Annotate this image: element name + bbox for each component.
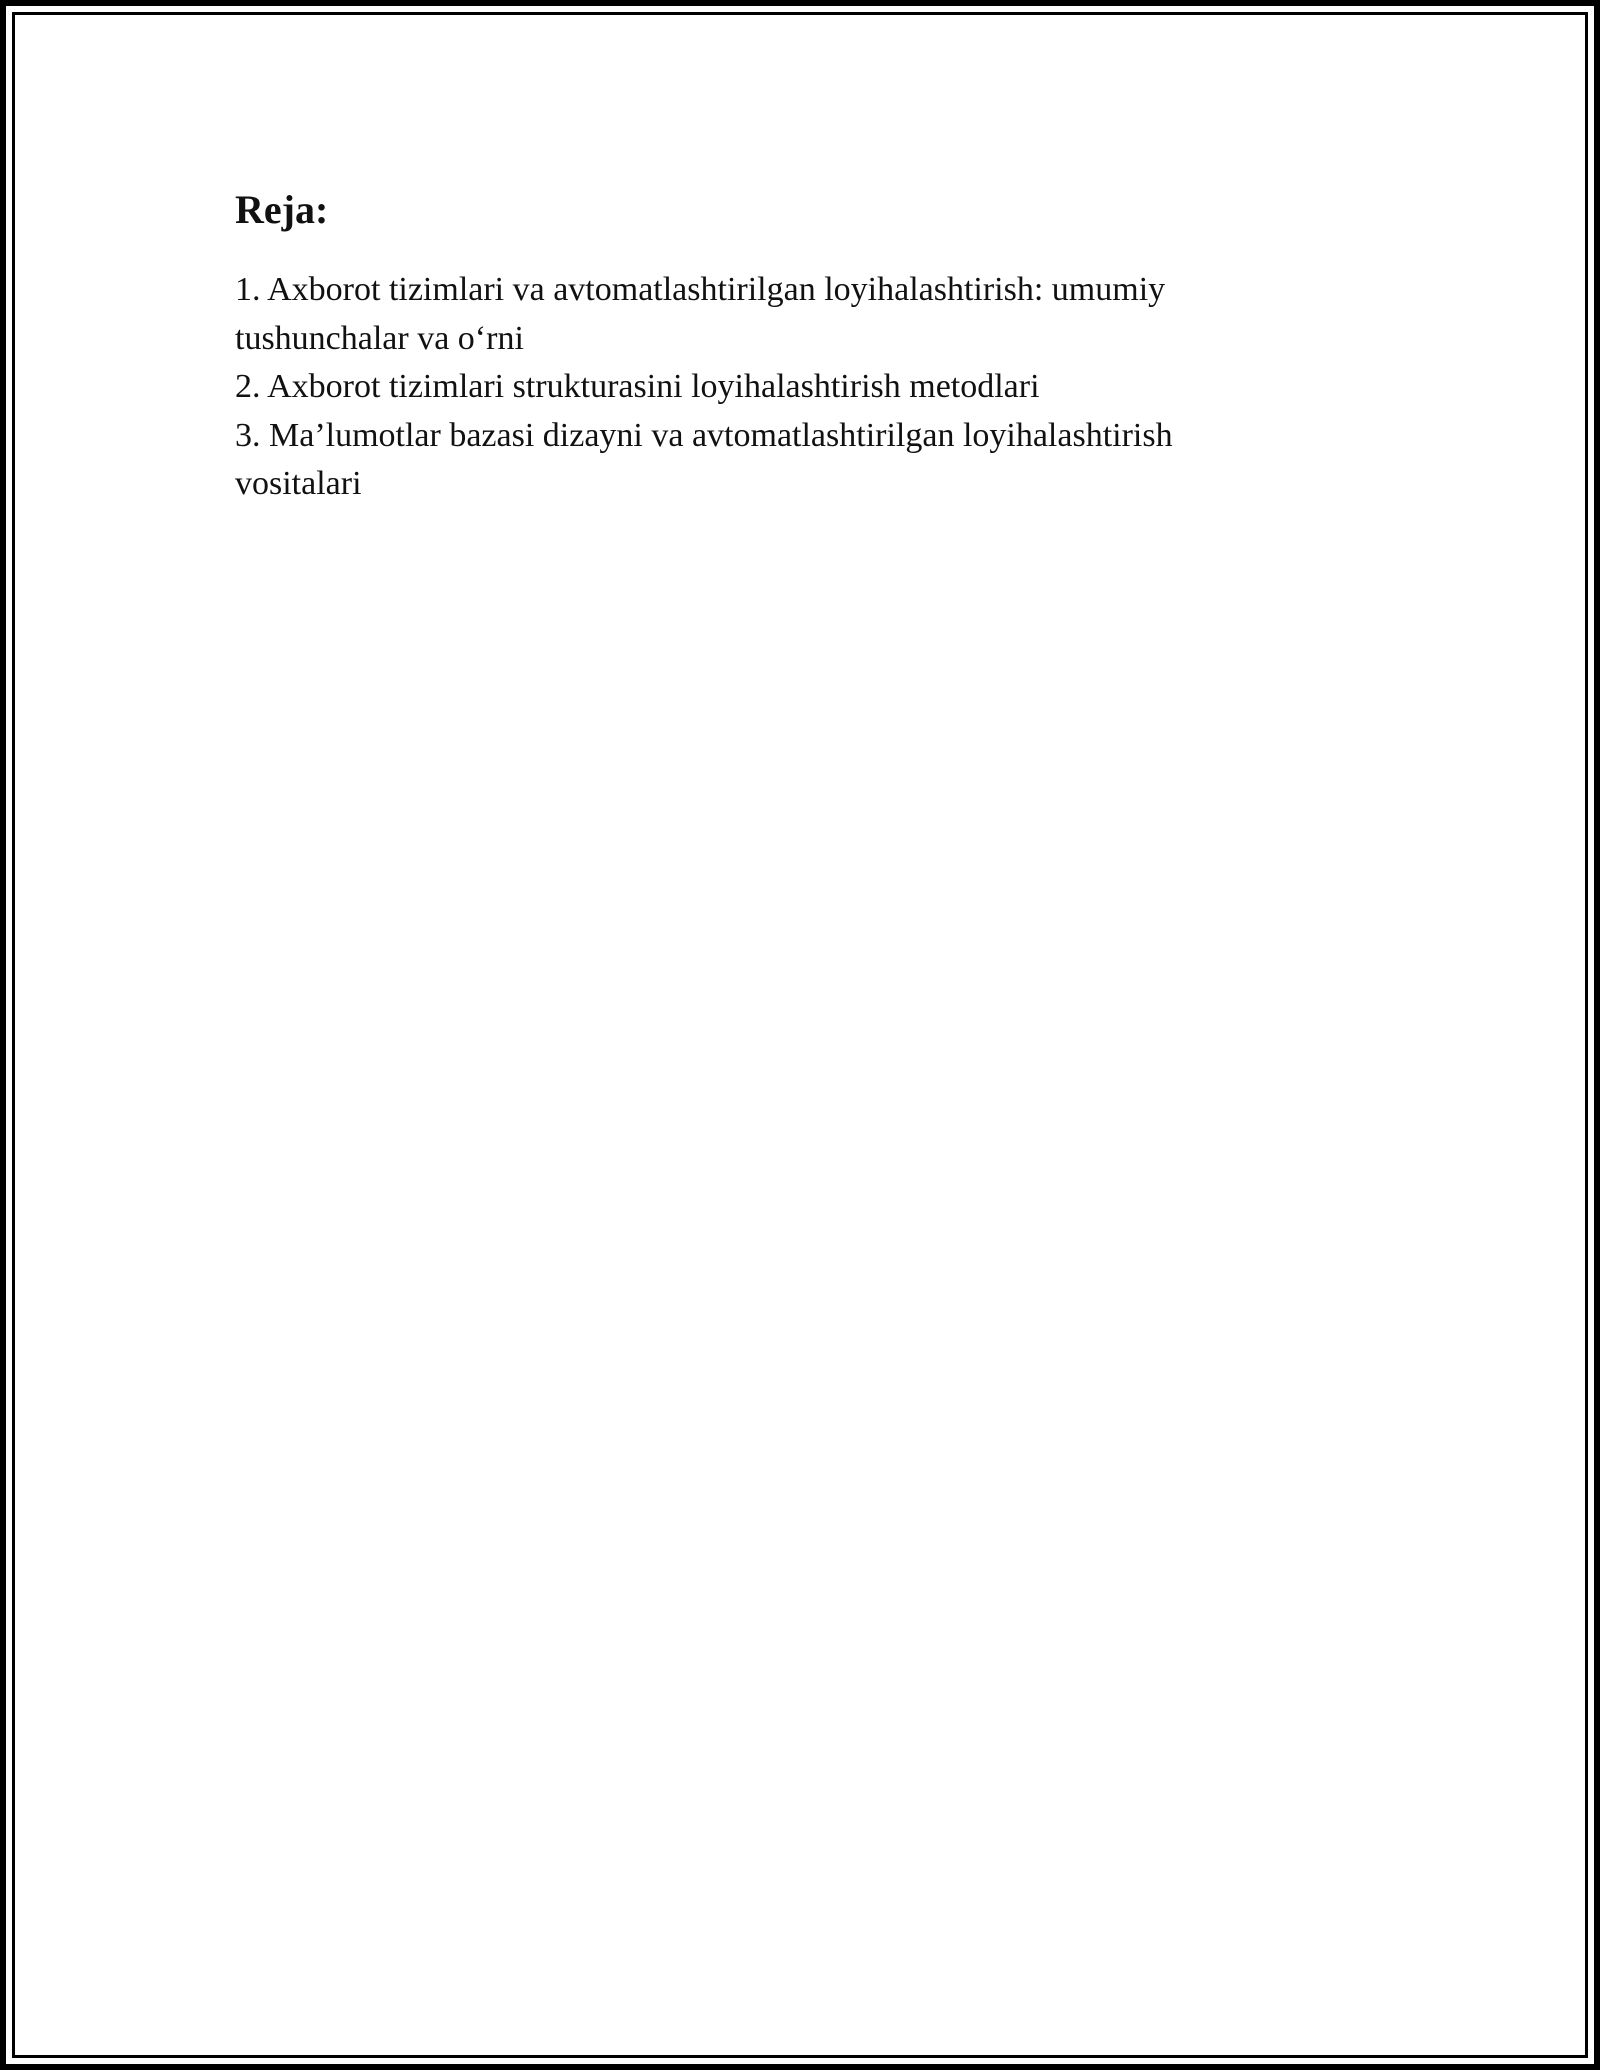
plan-list	[235, 266, 1275, 509]
plan-item-3: 3. Ma’lumotlar bazasi dizayni va avtomatlashtirilgan loyihalashtirish vositalari	[235, 416, 1173, 502]
plan-heading: Reja:	[235, 187, 329, 232]
document-content	[235, 186, 1275, 509]
plan-item-2: 2. Axborot tizimlari strukturasini loyihalashtirish metodlari	[235, 368, 1040, 405]
plan-item-1: 1. Axborot tizimlari va avtomatlashtirilgan loyihalashtirish: umumiy tushunchalar va o‘rni	[235, 271, 1166, 357]
